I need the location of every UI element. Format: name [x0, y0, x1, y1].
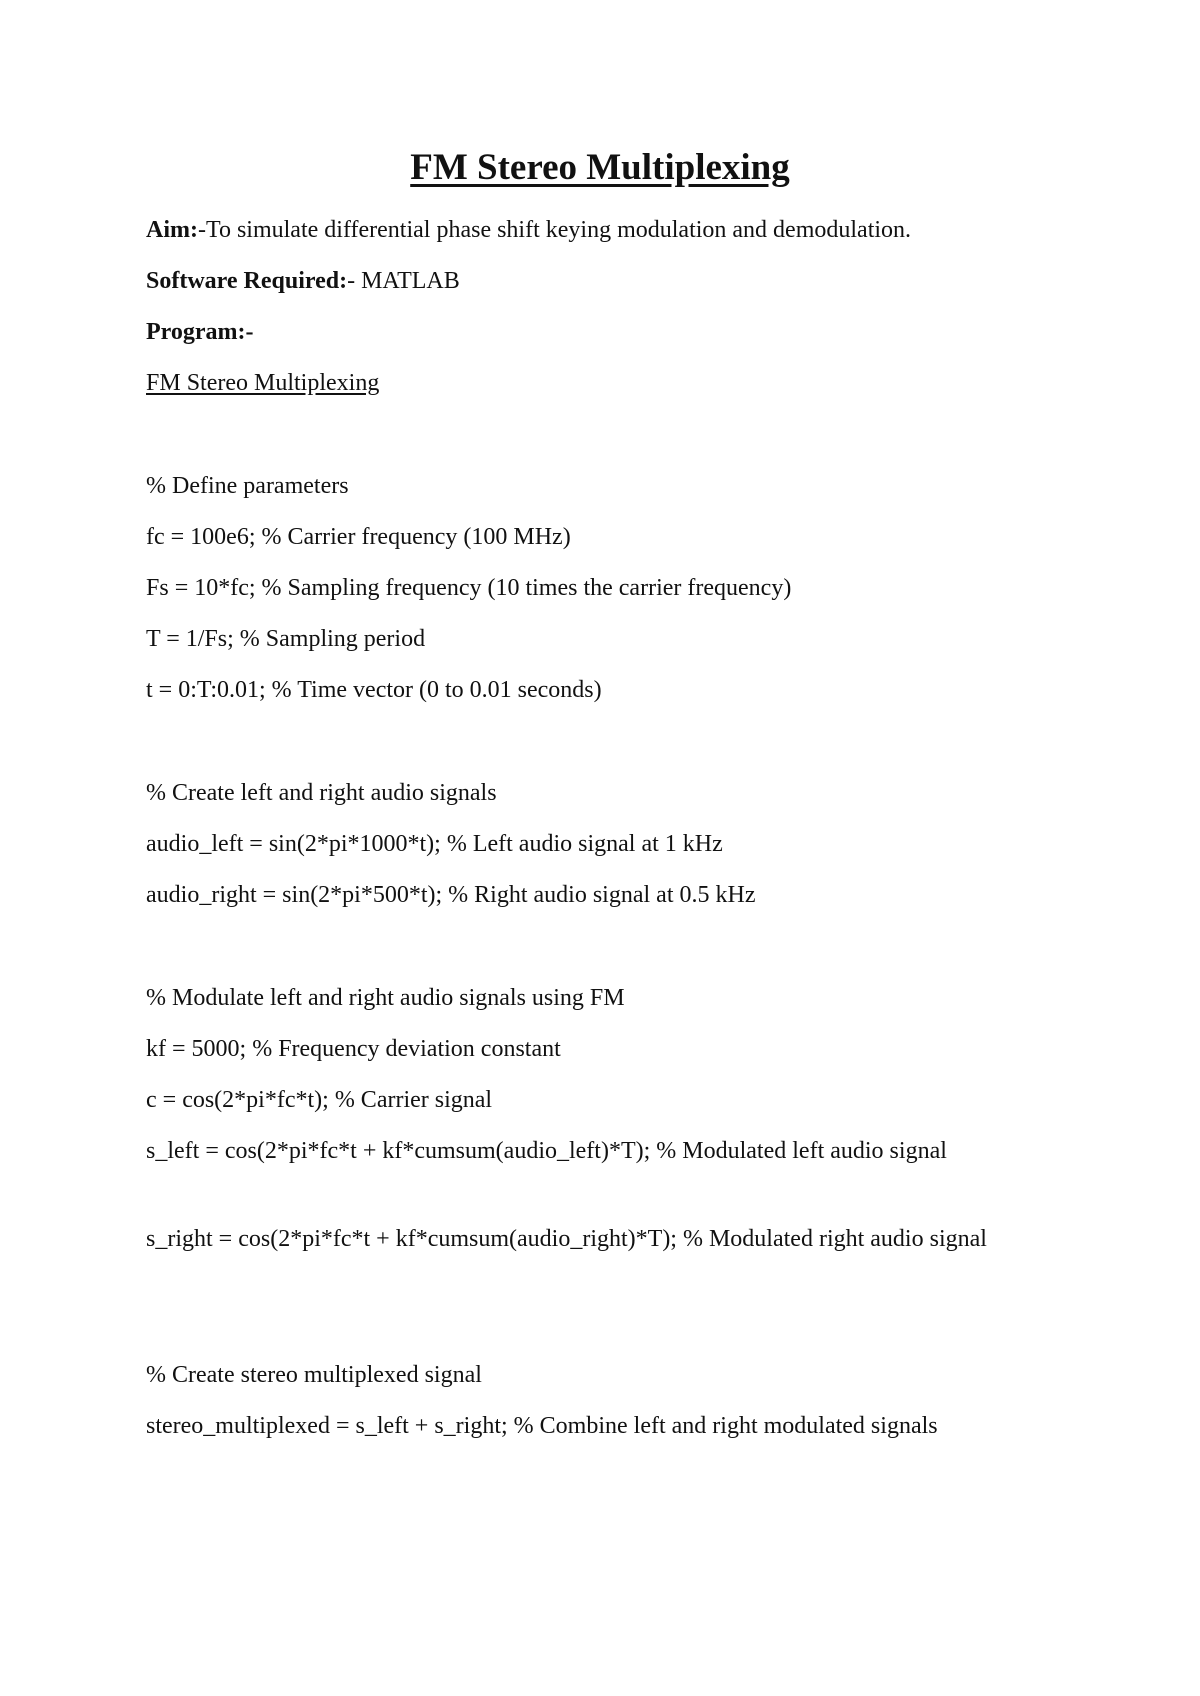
- code-line: t = 0:T:0.01; % Time vector (0 to 0.01 seconds): [146, 677, 602, 703]
- code-line: c = cos(2*pi*fc*t); % Carrier signal: [146, 1087, 493, 1113]
- code-line: % Create stereo multiplexed signal: [146, 1362, 482, 1388]
- aim-text: -To simulate differential phase shift keying modulation and demodulation.: [197, 217, 912, 243]
- program-heading: FM Stereo Multiplexing: [146, 370, 380, 396]
- code-line: T = 1/Fs; % Sampling period: [146, 626, 426, 652]
- code-line: s_right = cos(2*pi*fc*t + kf*cumsum(audio_right)*T); % Modulated right audio signal: [146, 1226, 987, 1252]
- code-line: kf = 5000; % Frequency deviation constant: [146, 1036, 561, 1062]
- code-line: fc = 100e6; % Carrier frequency (100 MHz): [146, 524, 571, 550]
- software-text: - MATLAB: [347, 268, 460, 294]
- software-line: [146, 264, 460, 298]
- aim-line: [146, 213, 911, 247]
- software-label: Software Required:: [146, 268, 348, 294]
- code-line: audio_right = sin(2*pi*500*t); % Right audio signal at 0.5 kHz: [146, 882, 756, 908]
- code-line: Fs = 10*fc; % Sampling frequency (10 times the carrier frequency): [146, 575, 792, 601]
- code-line: stereo_multiplexed = s_left + s_right; % Combine left and right modulated signals: [146, 1413, 938, 1439]
- code-line: % Define parameters: [146, 473, 349, 499]
- program-line: [146, 315, 254, 349]
- code-line: s_left = cos(2*pi*fc*t + kf*cumsum(audio_left)*T); % Modulated left audio signal: [146, 1138, 947, 1164]
- code-line: % Modulate left and right audio signals using FM: [146, 985, 625, 1011]
- program-text: -: [245, 319, 254, 345]
- code-line: audio_left = sin(2*pi*1000*t); % Left audio signal at 1 kHz: [146, 831, 723, 857]
- code-line: % Create left and right audio signals: [146, 780, 497, 806]
- program-label: Program:: [146, 319, 246, 345]
- document-title: FM Stereo Multiplexing: [410, 147, 790, 188]
- aim-label: Aim:: [146, 217, 198, 243]
